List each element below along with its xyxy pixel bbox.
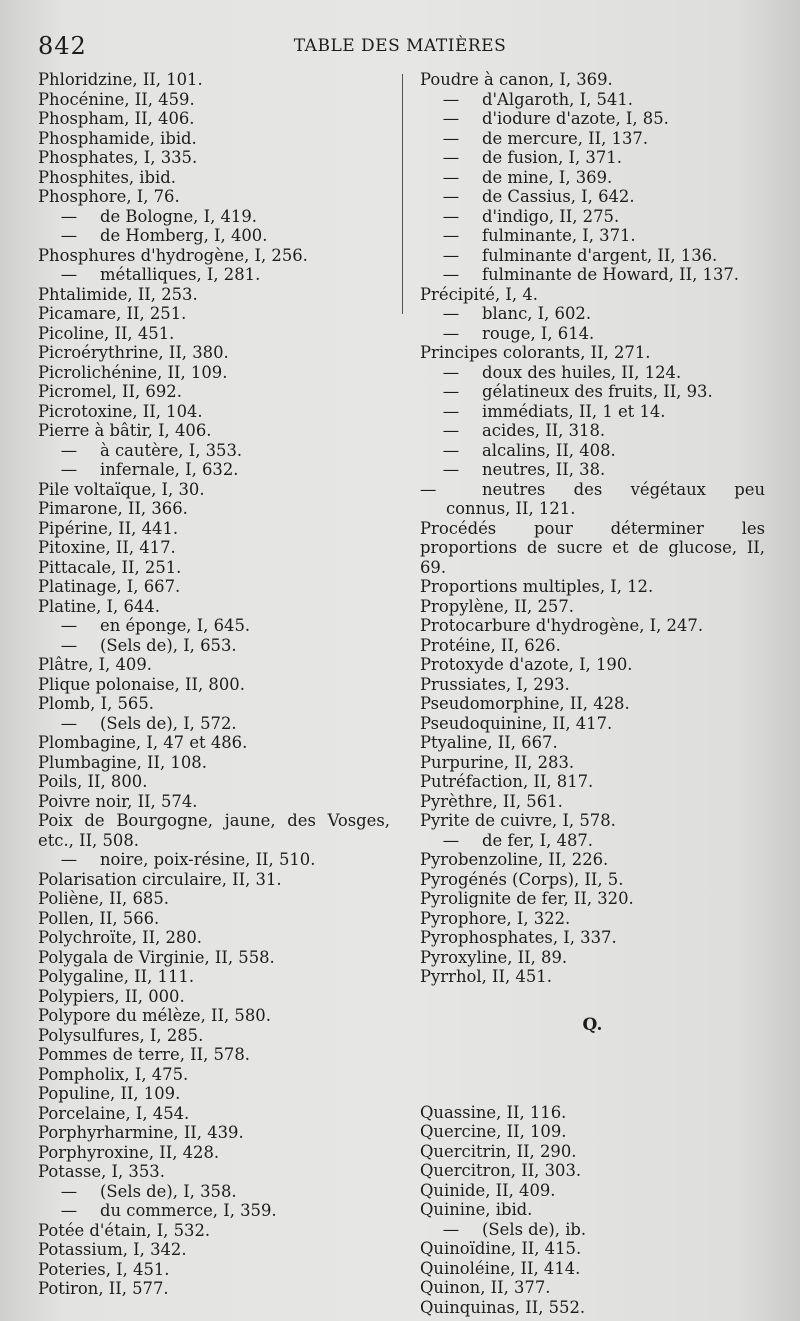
index-entry: Phosphates, I, 335. xyxy=(38,148,198,167)
index-entry: Quinine, ibid. xyxy=(420,1200,533,1219)
index-entry: — de fusion, I, 371. xyxy=(420,148,765,168)
index-entry: Protéine, II, 626. xyxy=(420,635,561,655)
index-entry: — acides, II, 318. xyxy=(420,421,765,441)
index-entry: Picrolichénine, II, 109. xyxy=(38,362,228,382)
index-entry: — de Homberg, I, 400. xyxy=(38,226,390,246)
index-entry: Polygala de Virginie, II, 558. xyxy=(38,947,275,967)
index-entry: Quercitrin, II, 290. xyxy=(420,1141,577,1161)
index-entry: — noire, poix-résine, II, 510. xyxy=(38,850,390,870)
index-entry: Pyrobenzoline, II, 226. xyxy=(420,850,609,869)
index-entry: — de fer, I, 487. xyxy=(420,831,765,851)
index-entry: — neutres des végétaux peu connus, II, 121. xyxy=(420,480,765,519)
index-entry: — doux des huiles, II, 124. xyxy=(420,363,765,383)
index-entry: — d'Algaroth, I, 541. xyxy=(420,90,765,110)
left-index-column xyxy=(38,70,390,1299)
index-entry: Plumbagine, II, 108. xyxy=(38,752,207,772)
column-divider xyxy=(402,74,403,314)
index-entry: Protoxyde d'azote, I, 190. xyxy=(420,655,633,674)
index-entry: Pyrolignite de fer, II, 320. xyxy=(420,889,634,908)
index-entry: Plombagine, I, 47 et 486. xyxy=(38,733,248,752)
index-entry: — fulminante, I, 371. xyxy=(420,226,765,246)
index-entry: — à cautère, I, 353. xyxy=(38,441,390,461)
index-entry: Quinide, II, 409. xyxy=(420,1180,556,1200)
index-entry: — rouge, I, 614. xyxy=(420,324,765,344)
page-number: 842 xyxy=(38,32,87,60)
index-entry: — de Bologne, I, 419. xyxy=(38,207,390,227)
index-entry: Polypiers, II, 000. xyxy=(38,986,185,1006)
index-entry: Pompholix, I, 475. xyxy=(38,1064,189,1084)
index-entry: Phloridzine, II, 101. xyxy=(38,70,203,89)
index-entry: Principes colorants, II, 271. xyxy=(420,343,651,362)
index-entry: Pierre à bâtir, I, 406. xyxy=(38,421,212,440)
page-header xyxy=(0,32,800,60)
index-entry: Phtalimide, II, 253. xyxy=(38,284,198,304)
index-entry: Polygaline, II, 111. xyxy=(38,967,195,986)
index-entry: Plomb, I, 565. xyxy=(38,694,154,713)
index-entry: Pseudomorphine, II, 428. xyxy=(420,694,630,713)
index-entry: — infernale, I, 632. xyxy=(38,460,390,480)
index-entry: Quinquinas, II, 552. xyxy=(420,1297,586,1317)
right-index-column xyxy=(420,70,765,1317)
index-entry: Picoline, II, 451. xyxy=(38,323,175,343)
index-entry: — (Sels de), ib. xyxy=(420,1220,765,1240)
index-entry: Plique polonaise, II, 800. xyxy=(38,674,245,694)
index-entry: — alcalins, II, 408. xyxy=(420,441,765,461)
index-entry: Picroérythrine, II, 380. xyxy=(38,343,229,362)
index-entry: Pimarone, II, 366. xyxy=(38,499,188,518)
index-entry: Polychroïte, II, 280. xyxy=(38,928,202,947)
index-entry: — de mercure, II, 137. xyxy=(420,129,765,149)
index-entry: — fulminante d'argent, II, 136. xyxy=(420,246,765,266)
index-entry: Procédés pour déterminer les proportions de sucre et de glucose, II, 69. xyxy=(420,518,765,577)
index-entry: Potiron, II, 577. xyxy=(38,1279,169,1298)
index-entry: Phocénine, II, 459. xyxy=(38,89,195,109)
index-entry: Potassium, I, 342. xyxy=(38,1240,187,1259)
index-entry: Poivre noir, II, 574. xyxy=(38,791,198,811)
index-entry: — fulminante de Howard, II, 137. xyxy=(420,265,765,285)
index-entry: — (Sels de), I, 572. xyxy=(38,714,390,734)
index-entry: — de mine, I, 369. xyxy=(420,168,765,188)
page-title: TABLE DES MATIÈRES xyxy=(293,36,507,56)
index-entry: Propylène, II, 257. xyxy=(420,596,574,616)
index-entry: — immédiats, II, 1 et 14. xyxy=(420,402,765,422)
index-entry: Ptyaline, II, 667. xyxy=(420,733,558,752)
index-entry: Quinoléine, II, 414. xyxy=(420,1258,581,1278)
index-entry: — d'iodure d'azote, I, 85. xyxy=(420,109,765,129)
index-entry: Potée d'étain, I, 532. xyxy=(38,1220,211,1240)
index-entry: Poudre à canon, I, 369. xyxy=(420,70,613,89)
index-entry: — de Cassius, I, 642. xyxy=(420,187,765,207)
index-entry: Quercine, II, 109. xyxy=(420,1122,567,1141)
index-entry: Poix de Bourgogne, jaune, des Vosges, etc., II, 508. xyxy=(38,811,390,850)
index-entry: Phosphures d'hydrogène, I, 256. xyxy=(38,245,308,265)
section-letter-q: Q. xyxy=(582,1014,603,1035)
index-entry: Pitoxine, II, 417. xyxy=(38,538,176,557)
index-entry: Polysulfures, I, 285. xyxy=(38,1025,204,1045)
index-entry: Pyrogénés (Corps), II, 5. xyxy=(420,869,624,889)
index-entry: Populine, II, 109. xyxy=(38,1084,181,1103)
index-entry: Purpurine, II, 283. xyxy=(420,752,575,772)
index-entry: Pollen, II, 566. xyxy=(38,908,160,928)
index-entry: Prussiates, I, 293. xyxy=(420,674,570,694)
index-entry: Picrotoxine, II, 104. xyxy=(38,401,203,421)
index-entry: Pseudoquinine, II, 417. xyxy=(420,713,613,733)
index-entry: Pyrite de cuivre, I, 578. xyxy=(420,811,616,830)
index-entry: Potasse, I, 353. xyxy=(38,1162,165,1181)
index-entry: Pile voltaïque, I, 30. xyxy=(38,479,205,499)
index-entry: Précipité, I, 4. xyxy=(420,284,538,304)
index-entry: Quassine, II, 116. xyxy=(420,1102,567,1122)
index-entry: Phospham, II, 406. xyxy=(38,109,195,128)
index-entry: Polypore du mélèze, II, 580. xyxy=(38,1006,271,1025)
index-entry: Quinon, II, 377. xyxy=(420,1278,551,1297)
index-entry: Pipérine, II, 441. xyxy=(38,518,179,538)
index-entry: — en éponge, I, 645. xyxy=(38,616,390,636)
index-entry: Plâtre, I, 409. xyxy=(38,655,152,674)
index-entry: Platine, I, 644. xyxy=(38,596,160,616)
index-entry: — du commerce, I, 359. xyxy=(38,1201,390,1221)
index-entry: — neutres, II, 38. xyxy=(420,460,765,480)
index-entry: — d'indigo, II, 275. xyxy=(420,207,765,227)
index-entry: Porphyroxine, II, 428. xyxy=(38,1142,220,1162)
index-entry: — gélatineux des fruits, II, 93. xyxy=(420,382,765,402)
index-entry: Quinoïdine, II, 415. xyxy=(420,1239,582,1258)
index-entry: Pittacale, II, 251. xyxy=(38,557,182,577)
index-entry: Poils, II, 800. xyxy=(38,772,148,791)
index-entry: — (Sels de), I, 653. xyxy=(38,636,390,656)
right-entries-q xyxy=(420,1103,765,1318)
index-entry: — (Sels de), I, 358. xyxy=(38,1182,390,1202)
index-entry: — blanc, I, 602. xyxy=(420,304,765,324)
index-entry: Pommes de terre, II, 578. xyxy=(38,1045,250,1064)
index-entry: Picamare, II, 251. xyxy=(38,304,187,323)
index-entry: Proportions multiples, I, 12. xyxy=(420,577,654,596)
index-entry: Pyrophore, I, 322. xyxy=(420,908,571,928)
index-entry: Poteries, I, 451. xyxy=(38,1259,170,1279)
index-entry: Quercitron, II, 303. xyxy=(420,1161,582,1180)
index-entry: Putréfaction, II, 817. xyxy=(420,772,594,791)
index-entry: Polarisation circulaire, II, 31. xyxy=(38,869,282,889)
index-entry: Poliène, II, 685. xyxy=(38,889,169,908)
index-entry: Phosphamide, ibid. xyxy=(38,128,197,148)
index-entry: Porcelaine, I, 454. xyxy=(38,1103,190,1123)
index-entry: Pyroxyline, II, 89. xyxy=(420,947,568,967)
index-entry: Phosphites, ibid. xyxy=(38,167,176,187)
index-entry: Porphyrharmine, II, 439. xyxy=(38,1123,244,1142)
index-entry: Protocarbure d'hydrogène, I, 247. xyxy=(420,616,704,635)
index-entry: Pyrèthre, II, 561. xyxy=(420,791,563,811)
index-entry: Pyrrhol, II, 451. xyxy=(420,967,552,986)
index-entry: Platinage, I, 667. xyxy=(38,577,181,596)
index-entry: Picromel, II, 692. xyxy=(38,382,182,401)
right-entries-p xyxy=(420,70,765,987)
index-entry: — métalliques, I, 281. xyxy=(38,265,390,285)
index-entry: Pyrophosphates, I, 337. xyxy=(420,928,617,947)
index-entry: Phosphore, I, 76. xyxy=(38,187,180,206)
